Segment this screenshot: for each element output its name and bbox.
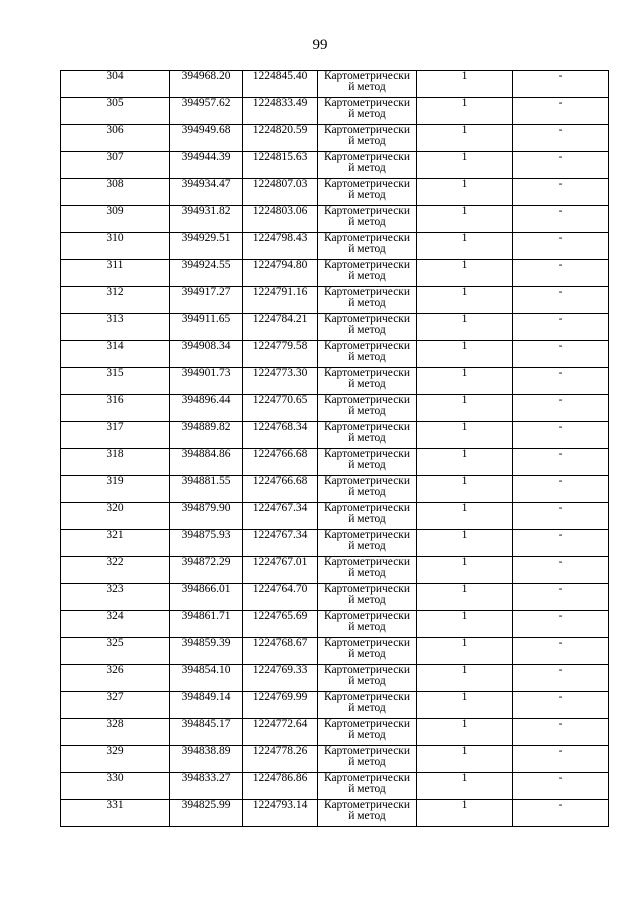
description-cell: - — [513, 260, 609, 287]
point-number-cell: 308 — [61, 179, 170, 206]
method-cell — [318, 71, 417, 98]
method-text-line1: Картометрически — [323, 178, 411, 190]
method-cell — [318, 719, 417, 746]
table-row — [61, 125, 609, 152]
description-cell: - — [513, 503, 609, 530]
point-number-cell: 307 — [61, 152, 170, 179]
x-coordinate-cell: 394845.17 — [170, 719, 243, 746]
table-row — [61, 152, 609, 179]
precision-cell: 1 — [417, 422, 513, 449]
method-cell — [318, 800, 417, 827]
description-cell: - — [513, 422, 609, 449]
method-cell — [318, 233, 417, 260]
precision-cell: 1 — [417, 557, 513, 584]
description-cell: - — [513, 152, 609, 179]
point-number-cell: 309 — [61, 206, 170, 233]
method-text-line2: й метод — [348, 378, 386, 390]
x-coordinate-cell: 394875.93 — [170, 530, 243, 557]
method-cell — [318, 395, 417, 422]
table-row — [61, 503, 609, 530]
description-cell: - — [513, 665, 609, 692]
method-cell — [318, 125, 417, 152]
method-text-line2: й метод — [348, 297, 386, 309]
description-cell: - — [513, 530, 609, 557]
x-coordinate-cell: 394924.55 — [170, 260, 243, 287]
precision-cell: 1 — [417, 233, 513, 260]
table-row — [61, 368, 609, 395]
description-cell: - — [513, 287, 609, 314]
y-coordinate-cell: 1224815.63 — [243, 152, 318, 179]
x-coordinate-cell: 394949.68 — [170, 125, 243, 152]
method-text-line2: й метод — [348, 405, 386, 417]
method-text-line1: Картометрически — [323, 502, 411, 514]
y-coordinate-cell: 1224845.40 — [243, 71, 318, 98]
y-coordinate-cell: 1224770.65 — [243, 395, 318, 422]
y-coordinate-cell: 1224767.34 — [243, 530, 318, 557]
point-number-cell: 322 — [61, 557, 170, 584]
method-text-line2: й метод — [348, 729, 386, 741]
y-coordinate-cell: 1224764.70 — [243, 584, 318, 611]
precision-cell: 1 — [417, 260, 513, 287]
x-coordinate-cell: 394861.71 — [170, 611, 243, 638]
description-cell: - — [513, 476, 609, 503]
description-cell: - — [513, 746, 609, 773]
y-coordinate-cell: 1224793.14 — [243, 800, 318, 827]
precision-cell: 1 — [417, 773, 513, 800]
description-cell: - — [513, 125, 609, 152]
x-coordinate-cell: 394934.47 — [170, 179, 243, 206]
x-coordinate-cell: 394825.99 — [170, 800, 243, 827]
point-number-cell: 325 — [61, 638, 170, 665]
method-text-line1: Картометрически — [323, 151, 411, 163]
method-text-line2: й метод — [348, 648, 386, 660]
table-row — [61, 287, 609, 314]
point-number-cell: 314 — [61, 341, 170, 368]
method-cell — [318, 152, 417, 179]
table-row — [61, 611, 609, 638]
method-text-line2: й метод — [348, 540, 386, 552]
method-text-line2: й метод — [348, 162, 386, 174]
method-text-line1: Картометрически — [323, 475, 411, 487]
method-text-line2: й метод — [348, 270, 386, 282]
method-cell — [318, 422, 417, 449]
y-coordinate-cell: 1224766.68 — [243, 449, 318, 476]
y-coordinate-cell: 1224786.86 — [243, 773, 318, 800]
y-coordinate-cell: 1224807.03 — [243, 179, 318, 206]
y-coordinate-cell: 1224769.33 — [243, 665, 318, 692]
method-cell — [318, 503, 417, 530]
description-cell: - — [513, 584, 609, 611]
point-number-cell: 324 — [61, 611, 170, 638]
table-row — [61, 557, 609, 584]
precision-cell: 1 — [417, 530, 513, 557]
description-cell: - — [513, 395, 609, 422]
table-row — [61, 422, 609, 449]
y-coordinate-cell: 1224767.01 — [243, 557, 318, 584]
method-cell — [318, 638, 417, 665]
point-number-cell: 330 — [61, 773, 170, 800]
table-row — [61, 530, 609, 557]
method-cell — [318, 341, 417, 368]
y-coordinate-cell: 1224772.64 — [243, 719, 318, 746]
table-row — [61, 692, 609, 719]
table-row — [61, 584, 609, 611]
y-coordinate-cell: 1224791.16 — [243, 287, 318, 314]
method-text-line1: Картометрически — [323, 259, 411, 271]
coordinates-table — [60, 70, 609, 827]
method-text-line2: й метод — [348, 216, 386, 228]
precision-cell: 1 — [417, 395, 513, 422]
x-coordinate-cell: 394884.86 — [170, 449, 243, 476]
method-text-line1: Картометрически — [323, 232, 411, 244]
coordinates-table-body — [61, 71, 609, 827]
table-row — [61, 260, 609, 287]
x-coordinate-cell: 394968.20 — [170, 71, 243, 98]
method-text-line2: й метод — [348, 324, 386, 336]
method-text-line1: Картометрически — [323, 556, 411, 568]
method-text-line2: й метод — [348, 108, 386, 120]
x-coordinate-cell: 394957.62 — [170, 98, 243, 125]
y-coordinate-cell: 1224784.21 — [243, 314, 318, 341]
point-number-cell: 316 — [61, 395, 170, 422]
table-row — [61, 449, 609, 476]
y-coordinate-cell: 1224778.26 — [243, 746, 318, 773]
point-number-cell: 304 — [61, 71, 170, 98]
description-cell: - — [513, 719, 609, 746]
table-row — [61, 773, 609, 800]
x-coordinate-cell: 394908.34 — [170, 341, 243, 368]
x-coordinate-cell: 394889.82 — [170, 422, 243, 449]
description-cell: - — [513, 692, 609, 719]
method-text-line2: й метод — [348, 81, 386, 93]
y-coordinate-cell: 1224765.69 — [243, 611, 318, 638]
method-text-line1: Картометрически — [323, 97, 411, 109]
x-coordinate-cell: 394901.73 — [170, 368, 243, 395]
method-text-line2: й метод — [348, 675, 386, 687]
precision-cell: 1 — [417, 503, 513, 530]
method-text-line2: й метод — [348, 756, 386, 768]
description-cell: - — [513, 341, 609, 368]
method-text-line2: й метод — [348, 486, 386, 498]
table-row — [61, 341, 609, 368]
precision-cell: 1 — [417, 638, 513, 665]
method-cell — [318, 692, 417, 719]
point-number-cell: 327 — [61, 692, 170, 719]
x-coordinate-cell: 394879.90 — [170, 503, 243, 530]
y-coordinate-cell: 1224768.34 — [243, 422, 318, 449]
method-text-line1: Картометрически — [323, 718, 411, 730]
method-cell — [318, 746, 417, 773]
x-coordinate-cell: 394917.27 — [170, 287, 243, 314]
method-cell — [318, 611, 417, 638]
method-cell — [318, 773, 417, 800]
description-cell: - — [513, 800, 609, 827]
table-row — [61, 98, 609, 125]
table-row — [61, 476, 609, 503]
y-coordinate-cell: 1224767.34 — [243, 503, 318, 530]
method-text-line2: й метод — [348, 243, 386, 255]
method-cell — [318, 314, 417, 341]
table-row — [61, 665, 609, 692]
method-text-line1: Картометрически — [323, 124, 411, 136]
y-coordinate-cell: 1224820.59 — [243, 125, 318, 152]
point-number-cell: 319 — [61, 476, 170, 503]
point-number-cell: 310 — [61, 233, 170, 260]
precision-cell: 1 — [417, 665, 513, 692]
point-number-cell: 313 — [61, 314, 170, 341]
description-cell: - — [513, 611, 609, 638]
x-coordinate-cell: 394866.01 — [170, 584, 243, 611]
method-cell — [318, 368, 417, 395]
method-cell — [318, 98, 417, 125]
method-text-line2: й метод — [348, 432, 386, 444]
method-text-line1: Картометрически — [323, 529, 411, 541]
method-text-line1: Картометрически — [323, 421, 411, 433]
description-cell: - — [513, 368, 609, 395]
point-number-cell: 323 — [61, 584, 170, 611]
method-text-line2: й метод — [348, 459, 386, 471]
precision-cell: 1 — [417, 719, 513, 746]
y-coordinate-cell: 1224768.67 — [243, 638, 318, 665]
y-coordinate-cell: 1224773.30 — [243, 368, 318, 395]
y-coordinate-cell: 1224794.80 — [243, 260, 318, 287]
description-cell: - — [513, 449, 609, 476]
method-text-line2: й метод — [348, 351, 386, 363]
x-coordinate-cell: 394838.89 — [170, 746, 243, 773]
method-text-line1: Картометрически — [323, 340, 411, 352]
method-cell — [318, 260, 417, 287]
point-number-cell: 331 — [61, 800, 170, 827]
description-cell: - — [513, 179, 609, 206]
precision-cell: 1 — [417, 341, 513, 368]
description-cell: - — [513, 638, 609, 665]
description-cell: - — [513, 71, 609, 98]
y-coordinate-cell: 1224803.06 — [243, 206, 318, 233]
point-number-cell: 320 — [61, 503, 170, 530]
method-text-line1: Картометрически — [323, 286, 411, 298]
point-number-cell: 312 — [61, 287, 170, 314]
description-cell: - — [513, 98, 609, 125]
method-text-line1: Картометрически — [323, 691, 411, 703]
method-text-line1: Картометрически — [323, 664, 411, 676]
point-number-cell: 306 — [61, 125, 170, 152]
point-number-cell: 305 — [61, 98, 170, 125]
point-number-cell: 328 — [61, 719, 170, 746]
point-number-cell: 315 — [61, 368, 170, 395]
precision-cell: 1 — [417, 368, 513, 395]
method-text-line2: й метод — [348, 702, 386, 714]
table-row — [61, 719, 609, 746]
method-text-line1: Картометрически — [323, 772, 411, 784]
x-coordinate-cell: 394854.10 — [170, 665, 243, 692]
precision-cell: 1 — [417, 449, 513, 476]
precision-cell: 1 — [417, 71, 513, 98]
x-coordinate-cell: 394931.82 — [170, 206, 243, 233]
precision-cell: 1 — [417, 611, 513, 638]
method-text-line1: Картометрически — [323, 583, 411, 595]
x-coordinate-cell: 394929.51 — [170, 233, 243, 260]
method-text-line1: Картометрически — [323, 637, 411, 649]
x-coordinate-cell: 394859.39 — [170, 638, 243, 665]
point-number-cell: 317 — [61, 422, 170, 449]
method-cell — [318, 179, 417, 206]
method-text-line1: Картометрически — [323, 313, 411, 325]
precision-cell: 1 — [417, 584, 513, 611]
method-text-line1: Картометрически — [323, 205, 411, 217]
x-coordinate-cell: 394833.27 — [170, 773, 243, 800]
x-coordinate-cell: 394911.65 — [170, 314, 243, 341]
method-text-line2: й метод — [348, 189, 386, 201]
method-cell — [318, 530, 417, 557]
point-number-cell: 329 — [61, 746, 170, 773]
table-row — [61, 314, 609, 341]
table-row — [61, 206, 609, 233]
description-cell: - — [513, 206, 609, 233]
method-cell — [318, 449, 417, 476]
point-number-cell: 321 — [61, 530, 170, 557]
precision-cell: 1 — [417, 476, 513, 503]
method-text-line2: й метод — [348, 567, 386, 579]
page-number: 99 — [312, 37, 328, 53]
x-coordinate-cell: 394872.29 — [170, 557, 243, 584]
description-cell: - — [513, 314, 609, 341]
description-cell: - — [513, 557, 609, 584]
method-text-line1: Картометрически — [323, 799, 411, 811]
y-coordinate-cell: 1224766.68 — [243, 476, 318, 503]
method-text-line1: Картометрически — [323, 448, 411, 460]
method-text-line2: й метод — [348, 135, 386, 147]
method-cell — [318, 287, 417, 314]
description-cell: - — [513, 773, 609, 800]
method-cell — [318, 206, 417, 233]
precision-cell: 1 — [417, 179, 513, 206]
point-number-cell: 311 — [61, 260, 170, 287]
precision-cell: 1 — [417, 800, 513, 827]
method-cell — [318, 557, 417, 584]
method-text-line2: й метод — [348, 513, 386, 525]
method-text-line1: Картометрически — [323, 70, 411, 82]
y-coordinate-cell: 1224798.43 — [243, 233, 318, 260]
method-text-line2: й метод — [348, 621, 386, 633]
y-coordinate-cell: 1224833.49 — [243, 98, 318, 125]
y-coordinate-cell: 1224779.58 — [243, 341, 318, 368]
method-text-line1: Картометрически — [323, 745, 411, 757]
y-coordinate-cell: 1224769.99 — [243, 692, 318, 719]
x-coordinate-cell: 394881.55 — [170, 476, 243, 503]
x-coordinate-cell: 394849.14 — [170, 692, 243, 719]
table-row — [61, 233, 609, 260]
table-row — [61, 800, 609, 827]
precision-cell: 1 — [417, 98, 513, 125]
x-coordinate-cell: 394896.44 — [170, 395, 243, 422]
point-number-cell: 326 — [61, 665, 170, 692]
method-text-line2: й метод — [348, 594, 386, 606]
method-text-line1: Картометрически — [323, 367, 411, 379]
precision-cell: 1 — [417, 287, 513, 314]
precision-cell: 1 — [417, 746, 513, 773]
method-text-line1: Картометрически — [323, 394, 411, 406]
method-cell — [318, 584, 417, 611]
method-text-line1: Картометрически — [323, 610, 411, 622]
table-row — [61, 746, 609, 773]
precision-cell: 1 — [417, 206, 513, 233]
precision-cell: 1 — [417, 314, 513, 341]
method-cell — [318, 665, 417, 692]
table-row — [61, 71, 609, 98]
table-row — [61, 395, 609, 422]
table-row — [61, 179, 609, 206]
point-number-cell: 318 — [61, 449, 170, 476]
table-row — [61, 638, 609, 665]
method-text-line2: й метод — [348, 810, 386, 822]
precision-cell: 1 — [417, 692, 513, 719]
method-cell — [318, 476, 417, 503]
precision-cell: 1 — [417, 125, 513, 152]
x-coordinate-cell: 394944.39 — [170, 152, 243, 179]
method-text-line2: й метод — [348, 783, 386, 795]
description-cell: - — [513, 233, 609, 260]
precision-cell: 1 — [417, 152, 513, 179]
